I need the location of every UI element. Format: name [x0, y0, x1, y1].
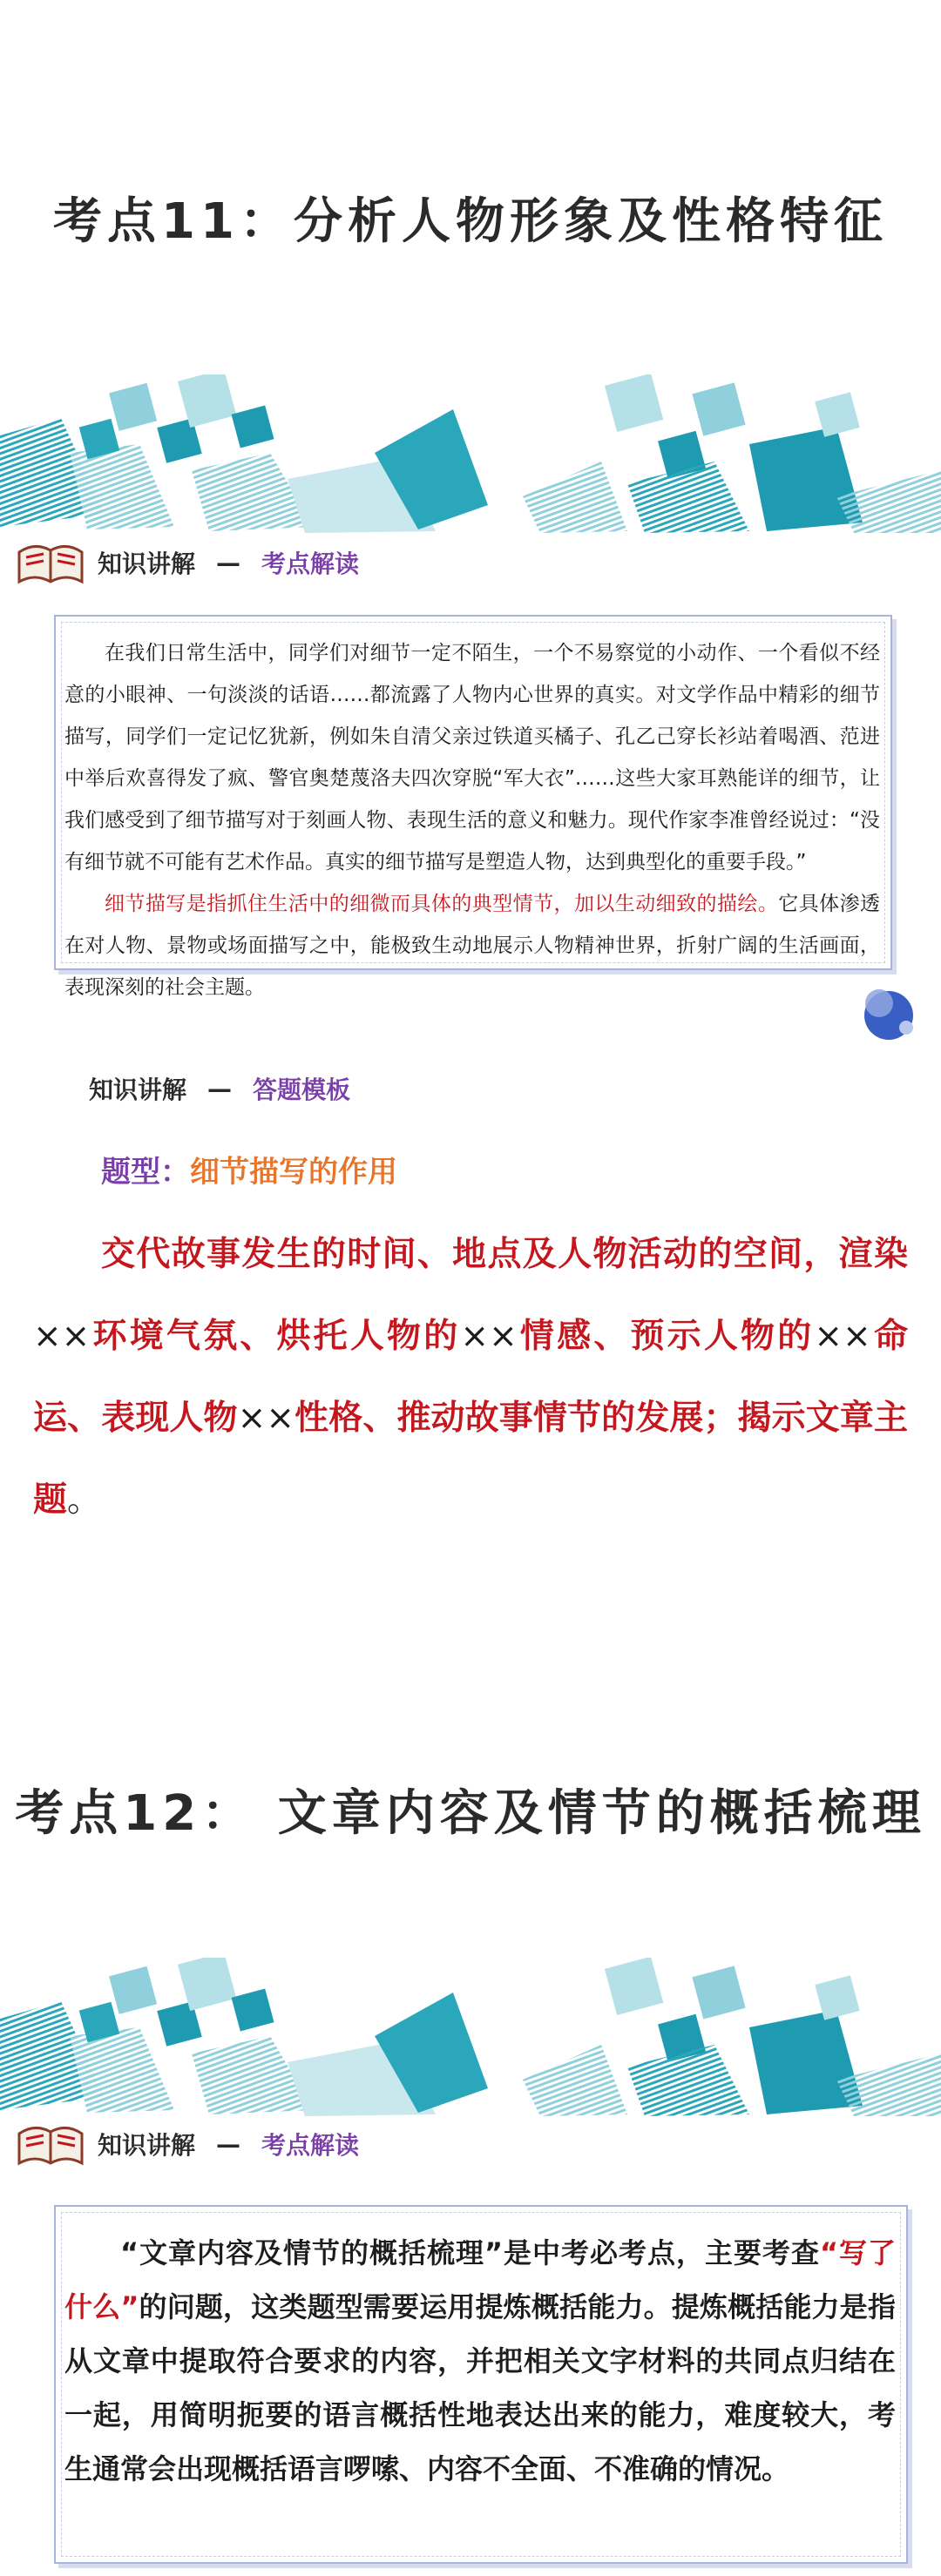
explanation-paragraph — [64, 2226, 896, 2496]
placeholder-mark: ×× — [814, 1317, 871, 1356]
highlight-what-written: “写了什么” — [64, 2236, 896, 2323]
question-type-value: 细节描写的作用 — [190, 1155, 397, 1190]
placeholder-mark: ×× — [237, 1399, 295, 1438]
text-part: 的问题，这类题型需要运用提炼概括能力。提炼概括能力是指从文章中提取符合要求的内容，并把相关文字材料的共同点归结在一起，用简明扼要的语言概括性地表达出来的能力，难度较大，考生通常会出现概括语言啰嗦、内容不全面、不准确的情况。 — [64, 2290, 896, 2485]
explanation-box-1 — [54, 615, 892, 999]
definition-detail: 它具体渗透在对人物、景物或场面描写之中，能极致生动地展示人物精神世界，折射广阔的生活画面，表现深刻的社会主题。 — [64, 893, 881, 999]
template-header — [89, 1071, 350, 1106]
template-part: 命运、表现人物 — [33, 1317, 908, 1438]
knowledge-header-1 — [16, 538, 359, 587]
explanation-box-2 — [54, 2205, 908, 2564]
placeholder-mark: ×× — [460, 1317, 518, 1356]
explanation-paragraph-1: 在我们日常生活中，同学们对细节一定不陌生，一个不易察觉的小动作、一个看似不经意的小眼神、一句淡淡的话语……都流露了人物内心世界的真实。对文学作品中精彩的细节描写，同学们一定记忆犹新，例如朱自清父亲过铁道买橘子、孔乙己穿长衫站着喝酒、范进中举后欢喜得发了疯、警官奥楚蔑洛夫四次穿脱“军大衣”……这些大家耳熟能详的细节，让我们感受到了细节描写对于刻画人物、表现生活的意义和魅力。现代作家李准曾经说过：“没有细节就不可能有艺术作品。真实的细节描写是塑造人物，达到典型化的重要手段。” — [64, 642, 880, 873]
header-subtitle: 考点解读 — [261, 550, 360, 578]
explanation-text-1 — [64, 632, 880, 1008]
section2-title: 考点12： 文章内容及情节的概括梳理 — [15, 1785, 926, 1842]
explanation-text-2 — [64, 2226, 896, 2496]
knowledge-header-2 — [16, 2120, 359, 2168]
definition-highlight: 细节描写是指抓住生活中的细微而具体的典型情节，加以生动细致的描绘。 — [105, 893, 779, 915]
template-part: 交代故事发生的时间、地点及人物活动的空间，渲染 — [101, 1235, 908, 1274]
answer-template — [33, 1214, 908, 1541]
open-book-icon — [16, 2120, 85, 2168]
question-type — [101, 1148, 397, 1190]
template-part: 环境气氛、烘托人物的 — [90, 1317, 461, 1356]
template-header-subtitle: 答题模板 — [253, 1076, 351, 1104]
template-part: 情感、预示人物的 — [517, 1317, 815, 1356]
open-book-icon — [16, 538, 85, 587]
explanation-paragraph-2 — [64, 883, 880, 1008]
header-label: 知识讲解 — [98, 550, 196, 578]
decorative-banner-2 — [0, 1958, 941, 2123]
template-part: 性格、推动故事情节的发展；揭示文章主题 — [33, 1399, 908, 1520]
header-subtitle: 考点解读 — [261, 2131, 360, 2160]
text-part: “文章内容及情节的概括梳理”是中考必考点，主要考查 — [120, 2236, 820, 2269]
decorative-banner-1 — [0, 374, 941, 540]
placeholder-mark: ×× — [33, 1317, 91, 1356]
question-type-label: 题型： — [101, 1155, 190, 1190]
section1-title: 考点11：分析人物形象及性格特征 — [53, 193, 888, 250]
header-dash: — — [216, 548, 241, 577]
decorative-circles — [858, 984, 919, 1045]
header-label: 知识讲解 — [98, 2131, 196, 2160]
template-header-dash: — — [207, 1074, 233, 1103]
template-end: 。 — [67, 1480, 102, 1520]
geometric-banner-graphic — [0, 1958, 941, 2123]
header-dash: — — [216, 2129, 241, 2159]
template-header-label: 知识讲解 — [89, 1076, 187, 1104]
geometric-banner-graphic — [0, 374, 941, 540]
